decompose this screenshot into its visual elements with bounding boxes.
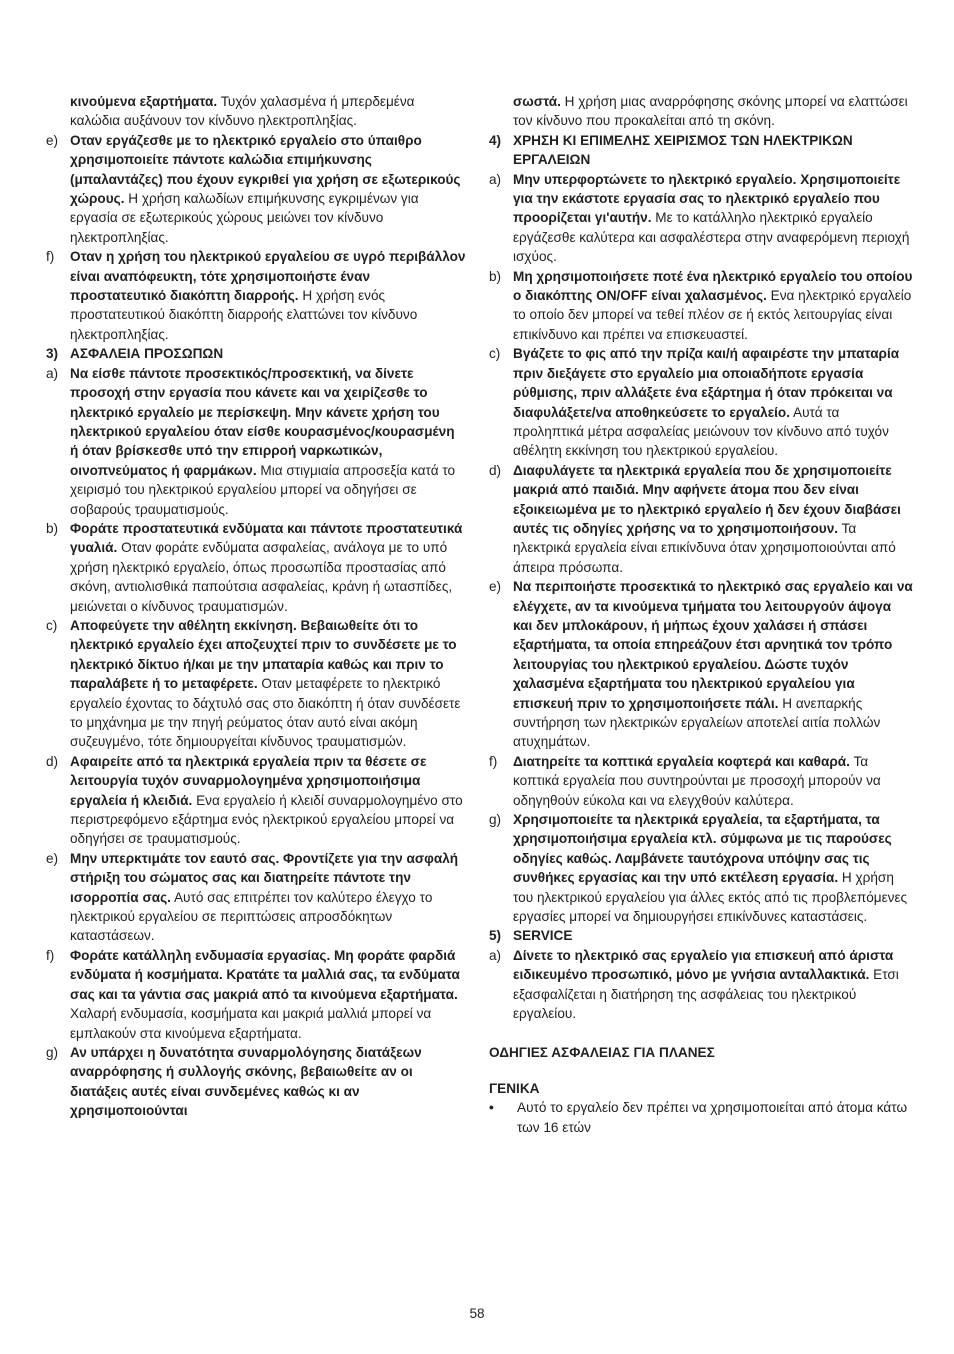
item-label: a) xyxy=(489,171,502,187)
item-bold-text: Χρησιμοποιείτε τα ηλεκτρικά εργαλεία, τα εξαρτήματα, τα χρησιμοποιήσιμα εργαλεία κτλ. σύμφωνα με τις παρούσες οδηγίες καθώς. Λαμβάνετε ταυτόχρονα υπόψην σας τις συνθήκες εργασίας και την υπό εκτέλεση εργασία. xyxy=(513,812,892,886)
item-bold-text: Μην υπερκτιμάτε τον εαυτό σας. Φροντίζετε για την ασφαλή στήριξη του σώματος σας και διατηρείτε πάντοτε την ισορροπία σας. xyxy=(70,850,459,905)
right-column xyxy=(489,92,913,1137)
item-text: Τα κοπτικά εργαλεία που συντηρούνται με προσοχή μπορούν να οδηγηθούν εύκολα και να ελεγχθούν καλύτερα. xyxy=(513,753,881,808)
item-bold-text: Μη χρησιμοποιήσετε ποτέ ένα ηλεκτρικό εργαλείο του οποίου ο διακόπτης ON/OFF είναι χαλασμένος. xyxy=(513,268,913,304)
section-title: ΑΣΦΑΛΕΙΑ ΠΡΟΣΩΠΩΝ xyxy=(70,346,224,362)
item-text: Ενα εργαλείο ή κλειδί συναρμολογημένο στο περιστρεφόμενο εξάρτημα ενός ηλεκτρικού εργαλείου μπορεί να οδηγήσει σε τραυματισμούς. xyxy=(70,792,463,847)
item-bold-text: Να περιποιήστε προσεκτικά το ηλεκτρικό σας εργαλείο και να ελέγχετε, αν τα κινούμενα τμήματα του λειτουργούν άψογα και δεν μπλοκάρουν, ή μήπως έχουν χαλάσει ή σπάσει εξαρτήματα, τα οποία επηρεάζουν έτσι αρνητικά τον τρόπο λειτουργίας του ηλεκτρικού εργαλείου. Δώστε τυχόν χαλασμένα εξαρτήματα του ηλεκτρικού εργαλείου για επισκευή πριν το χρησιμοποιήσετε πάλι. xyxy=(513,579,913,711)
bullet-item xyxy=(489,1098,913,1137)
item-text: Με το κατάλληλο ηλεκτρικό εργαλείο εργάζεσθε καλύτερα και ασφαλέστερα στην αναφερόμενη περιοχή ισχύος. xyxy=(513,210,910,265)
item-text: Οταν φοράτε ενδύματα ασφαλείας, ανάλογα με το υπό χρήση ηλεκτρικό εργαλείο, όπως προσωπίδα προστασίας από σκόνη, αντιολισθικά παπούτσια ασφαλείας, κράνη ή ωτασπίδες, μειώνεται ο κίνδυνος τραυματισμών. xyxy=(70,540,453,614)
list-item-4f xyxy=(489,752,913,810)
item-bold-text: Μην υπερφορτώνετε το ηλεκτρικό εργαλείο. Χρησιμοποιείτε για την εκάστοτε εργασία σας το ηλεκτρικό εργαλείο που προορίζεται γι'αυτήν. xyxy=(513,171,901,226)
list-item-3d xyxy=(46,752,466,849)
item-text: Η ανεπαρκής συντήρηση των ηλεκτρικών εργαλείων αποτελεί αιτία πολλών ατυχημάτων. xyxy=(513,695,881,750)
planer-safety-heading: ΟΔΗΓΙΕΣ ΑΣΦΑΛΕΙΑΣ ΓΙΑ ΠΛΑΝΕΣ xyxy=(489,1044,715,1060)
item-label: b) xyxy=(489,268,502,284)
item-bold-text: Φοράτε κατάλληλη ενδυμασία εργασίας. Μη φοράτε φαρδιά ενδύματα ή κοσμήματα. Κρατάτε τα μαλλιά σας, τα ενδύματα σας και τα γάντια σας μακριά από τα κινούμενα εξαρτήματα. xyxy=(70,947,460,1002)
item-bold-text: Οταν η χρήση του ηλεκτρικού εργαλείου σε υγρό περιβάλλον είναι αναπόφευκτη, τότε χρησιμοποιήστε έναν προστατευτικό διακόπτη διαρροής. xyxy=(70,249,466,304)
item-text: Η χρήση ενός προστατευτικού διακόπτη διαρροής ελαττώνει τον κίνδυνο ηλεκτροπληξίας. xyxy=(70,288,418,342)
list-item-4c xyxy=(489,344,913,460)
item-bold-text: Βγάζετε το φις από την πρίζα και/ή αφαιρέστε την μπαταρία πριν διεξάγετε στο εργαλείο μια οποιαδήποτε εργασία ρύθμισης, πριν αλλάξετε ένα εξάρτημα ή όταν πρόκειται να διαφυλάξετε/να αποθηκεύσετε το εργαλείο. xyxy=(513,346,900,420)
item-label: f) xyxy=(489,753,498,769)
item-bold-text: Αποφεύγετε την αθέλητη εκκίνηση. Βεβαιωθείτε ότι το ηλεκτρικό εργαλείο έχει αποζευχτεί πριν το συνδέσετε με το ηλεκτρικό δίκτυο ή/και με την μπαταρία καθώς και πριν το παραλάβετε ή το μεταφέρετε. xyxy=(70,617,457,692)
spacer xyxy=(489,1062,913,1079)
bullet-dot-icon: • xyxy=(489,1100,494,1116)
item-label: g) xyxy=(46,1044,59,1060)
list-item-e xyxy=(46,131,466,247)
list-item-3c xyxy=(46,616,466,752)
item-label: c) xyxy=(489,346,501,362)
list-item-3b xyxy=(46,519,466,616)
item-label: f) xyxy=(46,947,55,963)
item-bold-text: Διαφυλάγετε τα ηλεκτρικά εργαλεία που δε χρησιμοποιείτε μακριά από παιδιά. Μην αφήνετε άτομα που δεν είναι εξοικειωμένα με το ηλεκτρικό εργαλείο ή δεν έχουν διαβάσει αυτές τις οδηγίες χρήσης να το χρησιμοποιήσουν. xyxy=(513,462,901,536)
item-text: Τα ηλεκτρικά εργαλεία είναι επικίνδυνα όταν χρησιμοποιούνται από άπειρα πρόσωπα. xyxy=(513,520,896,575)
continued-item xyxy=(489,92,913,131)
item-text: Τυχόν χαλασμένα ή μπερδεμένα καλώδια αυξάνουν τον κίνδυνο ηλεκτροπληξίας. xyxy=(70,94,415,129)
item-bold-text: σωστά. xyxy=(513,94,561,109)
item-label: e) xyxy=(489,579,502,595)
item-bold-text: Αφαιρείτε από τα ηλεκτρικά εργαλεία πριν τα θέσετε σε λειτουργία τυχόν συναρμολογημένα χρησιμοποιήσιμα εργαλεία ή κλειδιά. xyxy=(70,753,427,808)
spacer xyxy=(489,1024,913,1043)
item-bold-text: Αν υπάρχει η δυνατότητα συναρμολόγησης διατάξεων αναρρόφησης ή συλλογής σκόνης, βεβαιωθείτε αν οι διατάξεις αυτές είναι συνδεμένες καθώς κι αν χρησιμοποιούνται xyxy=(70,1044,422,1119)
item-text: Ετσι εξασφαλίζεται η διατήρηση της ασφάλειας του ηλεκτρικού εργαλείου. xyxy=(513,967,899,1022)
item-label: g) xyxy=(489,812,502,828)
item-label: e) xyxy=(46,850,59,866)
item-label: e) xyxy=(46,132,59,148)
list-item-4e xyxy=(489,577,913,752)
continued-item xyxy=(46,92,466,131)
list-item-4a xyxy=(489,170,913,267)
item-text: Ενα ηλεκτρικό εργαλείο το οποίο δεν μπορεί να τεθεί πλέον σε ή εκτός λειτουργίας είναι επικίνδυνο και πρέπει να επισκευαστεί. xyxy=(513,288,912,342)
section-number: 5) xyxy=(489,928,502,944)
list-item-4d xyxy=(489,461,913,577)
item-label: d) xyxy=(489,462,502,478)
bullet-text: Αυτό το εργαλείο δεν πρέπει να χρησιμοποιείται από άτομα κάτω των 16 ετών xyxy=(517,1100,908,1135)
general-heading: ΓΕΝΙΚΑ xyxy=(489,1080,540,1096)
item-label: f) xyxy=(46,249,55,265)
list-item-4b xyxy=(489,267,913,345)
item-bold-text: Οταν εργάζεσθε με το ηλεκτρικό εργαλείο στο ύπαιθρο χρησιμοποιείτε πάντοτε καλώδια επιμήκυνσης (μπαλαντάζες) που έχουν εγκριθεί για χρήση σε εξωτερικούς χώρους. xyxy=(70,132,461,207)
list-item-f xyxy=(46,247,466,344)
section-heading-5 xyxy=(489,926,913,945)
item-text: Η χρήση καλωδίων επιμήκυνσης εγκριμένων για εργασία σε εξωτερικούς χώρους μειώνει τον κίνδυνο ηλεκτροπληξίας. xyxy=(70,191,419,245)
left-column xyxy=(46,92,466,1121)
list-item-3g xyxy=(46,1043,466,1121)
item-text: Οταν μεταφέρετε το ηλεκτρικό εργαλείο έχοντας το δάχτυλό σας στο διακόπτη ή όταν συνδέσετε το μηχάνημα με την πηγή ρεύματος όταν αυτό είναι ακόμη συζευγμένο, τότε δημιουργείται κίνδυνος τραυματισμών. xyxy=(70,676,461,750)
item-label: a) xyxy=(489,947,502,963)
item-text: Αυτό σας επιτρέπει τον καλύτερο έλεγχο το ηλεκτρικού εργαλείου σε περιπτώσεις απροσδόκητων καταστάσεων. xyxy=(70,889,433,944)
item-bold-text: Να είσθε πάντοτε προσεκτικός/προσεκτική, να δίνετε προσοχή στην εργασία που κάνετε και να χειρίζεσθε το ηλεκτρικό εργαλείο με περίσκεψη. Μην κάνετε χρήση του ηλεκτρικού εργαλείου όταν είσθε κουρασμένος/κουρασμένη ή όταν βρίσκεσθε υπό την επιρροή ναρκωτικών, οινοπνεύματος ή φαρμάκων. xyxy=(70,365,455,478)
section-number: 4) xyxy=(489,132,502,148)
item-bold-text: κινούμενα εξαρτήματα. xyxy=(70,94,218,109)
item-bold-text: Δίνετε το ηλεκτρικό σας εργαλείο για επισκευή από άριστα ειδικευμένο προσωπικό, μόνο με γνήσια ανταλλακτικά. xyxy=(513,947,894,983)
list-item-3a xyxy=(46,364,466,519)
item-text: Η χρήση του ηλεκτρικού εργαλείου για άλλες εκτός από τις προβλεπόμενες εργασίες μπορεί να δημιουργήσει επικίνδυνες καταστάσεις. xyxy=(513,870,908,925)
list-item-5a xyxy=(489,946,913,1024)
item-label: a) xyxy=(46,365,59,381)
list-item-3e xyxy=(46,849,466,946)
page-number: 58 xyxy=(469,1306,485,1321)
item-label: d) xyxy=(46,753,59,769)
section-title: SERVICE xyxy=(513,928,573,944)
item-bold-text: Φοράτε προστατευτικά ενδύματα και πάντοτε προστατευτικά γυαλιά. xyxy=(70,520,463,556)
section-heading-4 xyxy=(489,131,913,170)
section-title: ΧΡΗΣΗ ΚΙ ΕΠΙΜΕΛΗΣ ΧΕΙΡΙΣΜΟΣ ΤΩΝ ΗΛΕΚΤΡΙΚΩΝ ΕΡΓΑΛΕΙΩΝ xyxy=(513,132,853,168)
item-text: Αυτά τα προληπτικά μέτρα ασφαλείας μειώνουν τον κίνδυνο από τυχόν αθέλητη εκκίνηση του ηλεκτρικού εργαλείου. xyxy=(513,404,889,459)
item-text: Μια στιγμιαία απροσεξία κατά το χειρισμό του ηλεκτρικού εργαλείου μπορεί να οδηγήσει σε σοβαρούς τραυματισμούς. xyxy=(70,462,456,517)
item-text: Χαλαρή ενδυμασία, κοσμήματα και μακριά μαλλιά μπορεί να εμπλακούν στα κινούμενα εξαρτήματα. xyxy=(70,1006,432,1041)
item-bold-text: Διατηρείτε τα κοπτικά εργαλεία κοφτερά και καθαρά. xyxy=(513,753,850,769)
item-text: Η χρήση μιας αναρρόφησης σκόνης μπορεί να ελαττώσει τον κίνδυνο που προκαλείται από τη σκόνη. xyxy=(513,94,908,129)
section-heading-3 xyxy=(46,344,466,363)
section-number: 3) xyxy=(46,346,59,362)
list-item-4g xyxy=(489,810,913,926)
item-label: c) xyxy=(46,617,58,633)
item-label: b) xyxy=(46,520,59,536)
list-item-3f xyxy=(46,946,466,1043)
